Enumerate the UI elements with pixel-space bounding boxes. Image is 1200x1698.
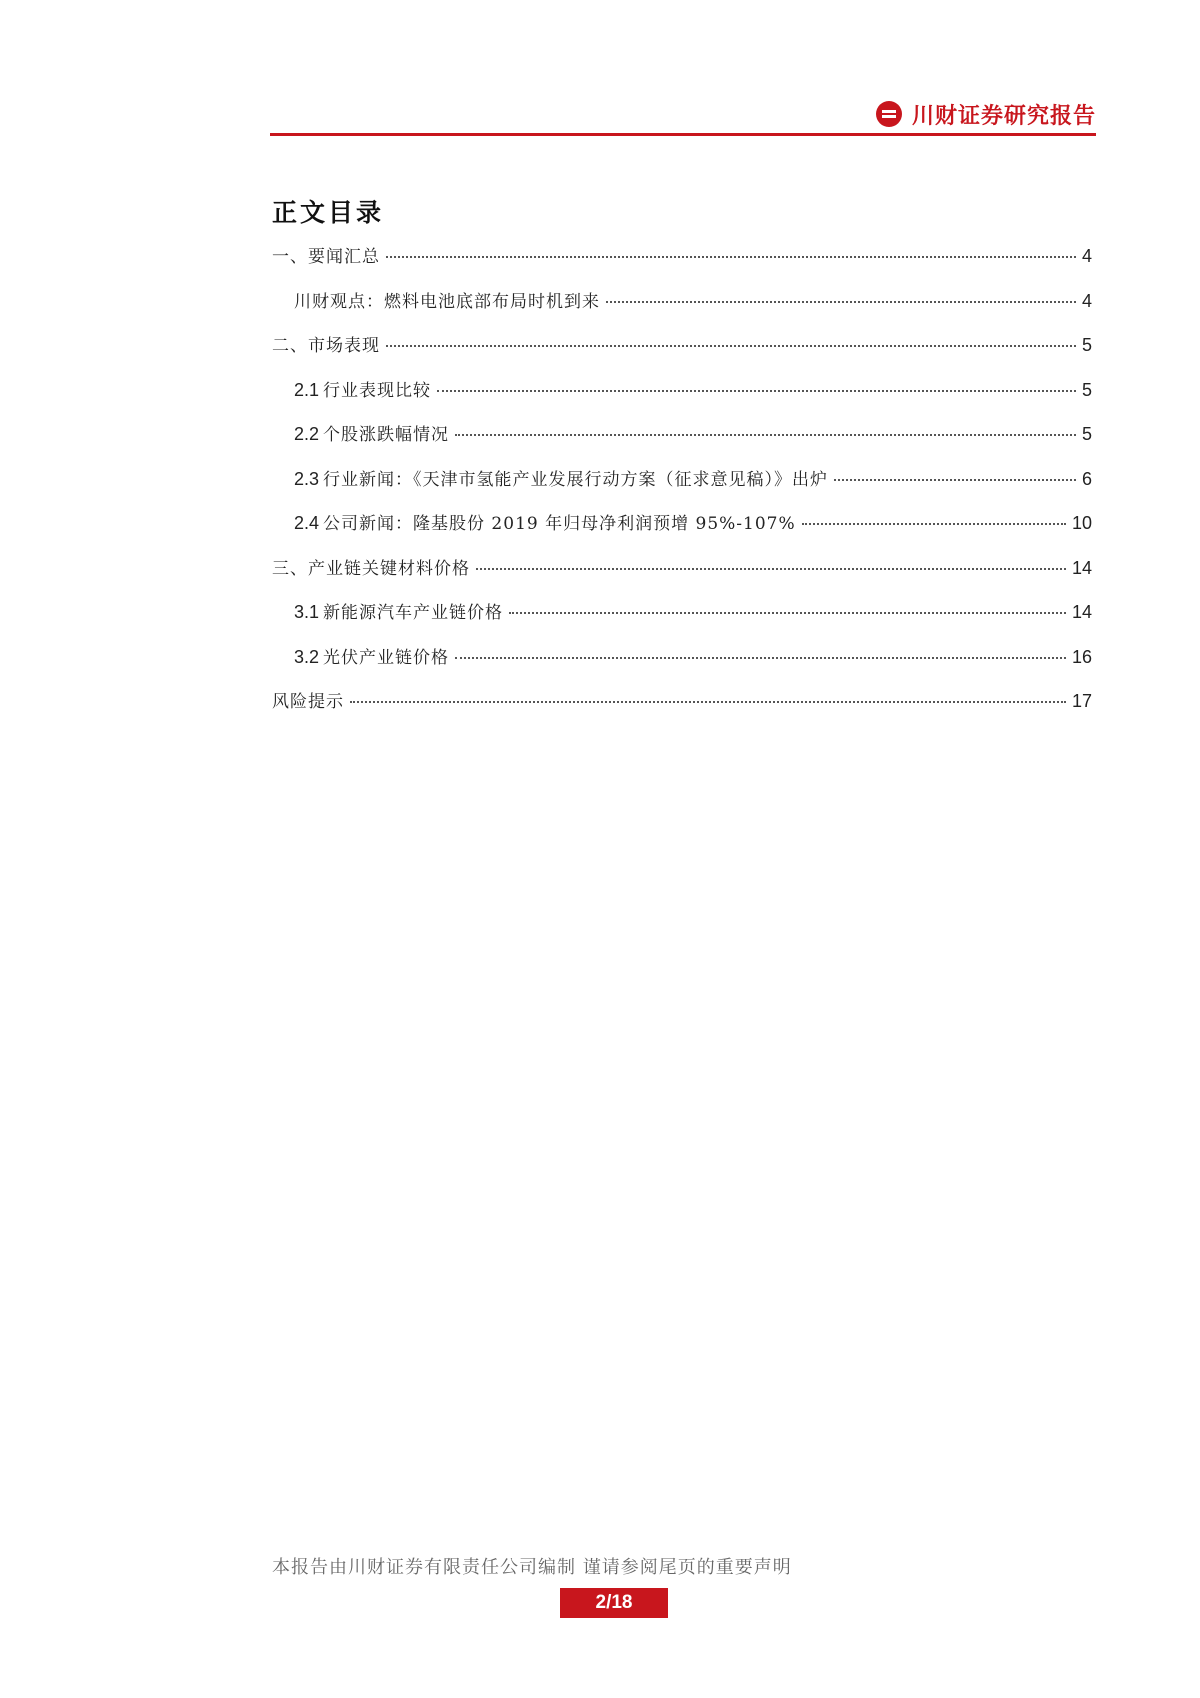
toc-entry-number: 2.2 [294,424,320,444]
toc-entry-label [294,420,449,445]
toc-leader-dots [386,345,1076,347]
toc-leader-dots [455,657,1066,659]
header-divider [270,133,1096,136]
toc-leader-dots [455,434,1076,436]
toc-entry-text: 光伏产业链价格 [323,647,450,668]
toc-entry-page: 5 [1081,379,1092,400]
toc-entry-2-1[interactable] [272,376,1092,421]
toc-leader-dots [476,568,1066,570]
toc-entry-risk-warning[interactable] [272,687,1092,732]
toc-entry-label [294,376,431,401]
toc-entry-number: 3.2 [294,646,320,667]
toc-title: 正文目录 [272,198,385,227]
toc-entry-key-material-prices[interactable] [272,554,1092,599]
toc-entry-market-performance[interactable] [272,331,1092,376]
brand-title: 川财证券研究报告 [911,102,1096,129]
toc-entry-page: 4 [1081,246,1092,266]
toc-leader-dots [834,479,1076,481]
toc-entry-2-3[interactable] [272,465,1092,510]
toc-leader-dots [386,256,1076,258]
toc-entry-text: 新能源汽车产业链价格 [323,603,504,623]
toc-entry-label [294,509,796,534]
toc-entry-2-2[interactable] [272,420,1092,465]
toc-entry-text: 行业新闻：《天津市氢能产业发展行动方案（征求意见稿）》出炉 [323,469,829,490]
toc-entry-label: 风险提示 [272,692,344,712]
toc-entry-number: 3.1 [294,602,320,622]
toc-entry-number: 2.3 [294,468,320,489]
toc-entry-text: 个股涨跌幅情况 [323,425,450,445]
toc-entry-page: 16 [1071,646,1092,667]
toc-entry-page: 5 [1081,335,1092,355]
page-number-badge: 2/18 [560,1588,668,1618]
company-logo-icon [876,101,902,127]
toc-entry-number: 2.4 [294,513,320,533]
toc-entry-label [294,598,503,623]
page-header [270,96,1096,136]
toc-entry-label: 二、市场表现 [272,336,380,356]
toc-entry-3-2[interactable] [272,643,1092,688]
toc-entry-chuancai-view[interactable] [272,287,1092,332]
toc-leader-dots [802,523,1066,525]
toc-entry-2-4[interactable] [272,509,1092,554]
toc-leader-dots [350,701,1066,703]
toc-entry-page: 4 [1081,290,1092,311]
toc-entry-3-1[interactable] [272,598,1092,643]
toc-entry-page: 14 [1071,602,1092,622]
toc-entry-label: 川财观点：燃料电池底部布局时机到来 [294,291,600,312]
toc-entry-text: 行业表现比较 [323,380,432,401]
toc-leader-dots [509,612,1066,614]
toc-entry-label: 一、要闻汇总 [272,247,380,267]
toc-entry-label: 三、产业链关键材料价格 [272,558,470,579]
toc-entry-text: 公司新闻：隆基股份 2019 年归母净利润预增 95%-107% [323,514,796,534]
toc-leader-dots [606,301,1076,303]
toc-entry-page: 5 [1081,424,1092,444]
toc-entry-label [294,643,449,668]
toc-entry-news-summary[interactable] [272,242,1092,287]
toc-entry-page: 6 [1081,468,1092,489]
toc-entry-number: 2.1 [294,379,320,400]
toc-entry-page: 14 [1071,557,1092,578]
toc-leader-dots [437,390,1076,392]
toc-entry-page: 17 [1071,691,1092,711]
toc-entry-page: 10 [1071,513,1092,533]
brand [876,96,1096,132]
toc-entry-label [294,465,828,490]
footer-disclaimer: 本报告由川财证券有限责任公司编制 谨请参阅尾页的重要声明 [272,1557,792,1578]
table-of-contents [272,242,1092,732]
